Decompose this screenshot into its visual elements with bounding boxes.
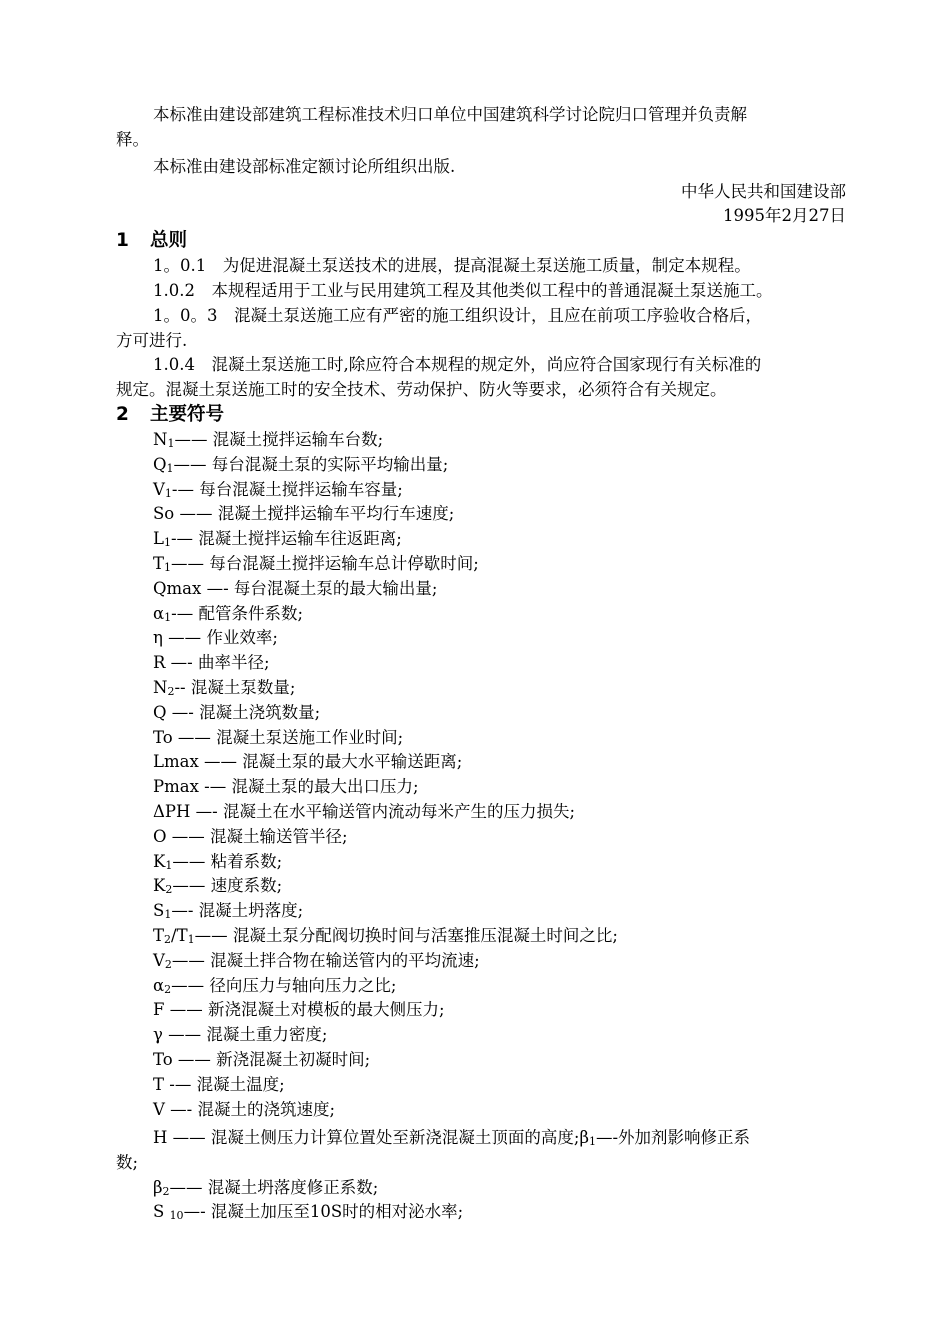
symbol-description: —- 混凝土坍落度; [171, 901, 304, 921]
symbol-name: β [153, 1178, 163, 1197]
symbol-name: K [153, 851, 166, 871]
symbol-name: ΔPH [153, 802, 196, 821]
symbol-h-line-1 [153, 1126, 846, 1150]
symbol-row [153, 874, 846, 898]
symbol-row [153, 527, 846, 551]
symbol-subscript: 1 [164, 610, 172, 624]
symbol-row [153, 651, 846, 675]
symbol-description: -- 混凝土泵数量; [174, 678, 296, 697]
symbol-row [153, 676, 846, 700]
symbol-row [153, 850, 846, 874]
symbol-name: O [153, 826, 172, 846]
symbol-description: /T [171, 926, 188, 945]
symbol-row [153, 502, 846, 526]
symbol-description: —— 新浇混凝土对模板的最大侧压力; [169, 1000, 445, 1020]
symbol-subscript: 2 [164, 957, 172, 971]
section-1-title: 总则 [150, 230, 188, 251]
symbol-name: Qmax [153, 578, 207, 598]
symbol-description: —— 混凝土泵的最大水平输送距离; [204, 752, 463, 772]
symbol-row [153, 552, 846, 576]
symbol-row [153, 775, 846, 799]
symbol-description: —— 作业效率; [168, 628, 278, 648]
symbol-row [153, 1073, 846, 1097]
symbol-row [153, 800, 846, 824]
symbol-name: To [153, 727, 178, 747]
symbol-name: Lmax [153, 752, 204, 772]
symbol-subscript: 2 [167, 685, 175, 698]
symbol-description: —— 混凝土拌合物在输送管内的平均流速; [171, 950, 480, 970]
section-1-number: 1 [116, 230, 129, 251]
symbol-name: Pmax [153, 777, 205, 797]
symbol-name: K [153, 876, 166, 896]
symbol-name: T [153, 1074, 170, 1094]
symbol-name: V [153, 1099, 171, 1119]
symbol-subscript-2: 1 [187, 933, 195, 946]
symbol-subscript: 2 [164, 982, 172, 996]
clause-1-0-1: 1。0.1 为促进混凝土泵送技术的进展，提高混凝土泵送施工质量，制定本规程。 [153, 256, 751, 275]
symbol-row [153, 899, 846, 923]
section-1-heading [116, 229, 846, 253]
symbol-subscript: 1 [164, 486, 172, 500]
symbol-row [153, 602, 846, 626]
intro-paragraph-2: 本标准由建设部标准定额讨论所组织出版. [153, 157, 456, 176]
intro-paragraph-1-line-1: 本标准由建设部建筑工程标准技术归口单位中国建筑科学讨论院归口管理并负责解 [153, 105, 747, 124]
symbol-description: —- 混凝土在水平输送管内流动每米产生的压力损失; [195, 802, 576, 821]
symbol-name: So [153, 504, 180, 524]
symbol-subscript: 1 [163, 536, 171, 550]
symbol-name: L [153, 529, 164, 549]
symbol-description: -— 混凝土搅拌运输车往返距离; [170, 529, 402, 549]
symbol-name: Q [153, 454, 167, 474]
symbol-description: -— 每台混凝土搅拌运输车容量; [171, 479, 403, 499]
symbol-h-tail: —-外加剂影响修正系 [595, 1128, 751, 1147]
symbol-row [153, 998, 846, 1022]
symbol-row [153, 949, 846, 973]
symbol-description: —- 混凝土的浇筑速度; [170, 1099, 336, 1119]
symbol-row [153, 626, 846, 650]
symbol-row [153, 1098, 846, 1122]
symbol-description: —- 曲率半径; [170, 653, 270, 673]
clause-1-0-4-line-1: 1.0.4 混凝土泵送施工时,除应符合本规程的规定外，尚应符合国家现行有关标准的 [153, 355, 762, 374]
symbol-name: α [153, 975, 165, 995]
symbol-description: -— 配管条件系数; [171, 603, 304, 623]
symbol-name: V [153, 950, 165, 970]
symbol-description: —— 每台混凝土搅拌运输车总计停歇时间; [171, 554, 479, 573]
symbol-row [153, 428, 846, 452]
symbol-name: S [153, 1202, 170, 1221]
signature-date: 1995年2月27日 [723, 206, 846, 225]
symbol-description: —— 新浇混凝土初凝时间; [177, 1050, 371, 1069]
symbol-row [153, 453, 846, 477]
symbol-description: —— 混凝土搅拌运输车平均行车速度; [179, 504, 455, 524]
symbol-description: —— 混凝土搅拌运输车台数; [174, 430, 384, 449]
symbol-name: F [153, 1000, 170, 1020]
symbol-name: S [153, 901, 165, 921]
symbol-h-text: H —— 混凝土侧压力计算位置处至新浇混凝土顶面的高度;β [153, 1128, 589, 1147]
symbol-row [153, 1048, 846, 1072]
intro-paragraph-1-line-2: 释。 [116, 130, 149, 149]
symbol-subscript: 2 [165, 883, 173, 897]
symbol-subscript: 1 [164, 908, 172, 922]
symbol-description: -— 混凝土泵的最大出口压力; [204, 777, 419, 797]
symbol-description: —— 混凝土重力密度; [168, 1025, 328, 1045]
symbol-name: V [153, 479, 165, 499]
symbol-description: -— 混凝土温度; [169, 1074, 285, 1094]
clause-1-0-3-line-2: 方可进行. [116, 331, 188, 350]
symbol-row [153, 478, 846, 502]
symbol-subscript: 1 [167, 437, 175, 450]
clause-1-0-4-line-2: 规定。混凝土泵送施工时的安全技术、劳动保护、防火等要求，必须符合有关规定。 [116, 380, 727, 399]
symbol-description: —— 混凝土泵送施工作业时间; [177, 727, 404, 747]
symbol-description: —— 粘着系数; [172, 851, 283, 871]
symbol-subscript: 1 [164, 561, 172, 574]
symbol-name: α [153, 603, 165, 623]
symbol-row [153, 1023, 846, 1047]
symbol-s10 [153, 1200, 846, 1224]
symbol-subscript: 1 [166, 461, 174, 475]
section-2-title: 主要符号 [150, 404, 225, 425]
symbol-description: —- 混凝土浇筑数量; [171, 702, 321, 722]
symbol-name: T [153, 926, 165, 945]
symbol-name: T [153, 554, 165, 573]
symbol-name: Q [153, 702, 172, 722]
symbol-row [153, 974, 846, 998]
symbol-description-2: —— 混凝土泵分配阀切换时间与活塞推压混凝土时间之比; [194, 926, 618, 945]
symbol-name: γ [153, 1025, 169, 1045]
symbol-description: —— 混凝土输送管半径; [171, 826, 348, 846]
section-2-heading [116, 403, 846, 427]
symbol-name: R [153, 653, 171, 673]
symbol-row [153, 750, 846, 774]
symbol-row [153, 726, 846, 750]
symbol-subscript: 2 [164, 933, 172, 946]
symbol-name: N [153, 430, 168, 449]
symbol-description: —- 每台混凝土泵的最大输出量; [206, 578, 438, 598]
symbol-beta2 [153, 1176, 846, 1200]
symbol-h-line-2: 数; [116, 1153, 139, 1172]
signature-org: 中华人民共和国建设部 [681, 182, 846, 201]
symbol-description: —— 速度系数; [172, 876, 283, 896]
section-2-number: 2 [116, 404, 129, 425]
symbol-subscript: 10 [169, 1209, 184, 1222]
symbol-description: —- 混凝土加压至10S时的相对泌水率; [183, 1202, 464, 1221]
symbol-h-beta-subscript: 1 [588, 1135, 596, 1148]
symbol-row [153, 924, 846, 948]
symbol-name: N [153, 678, 168, 697]
symbol-row [153, 701, 846, 725]
symbol-description: —— 混凝土坍落度修正系数; [169, 1178, 379, 1197]
symbol-row [153, 825, 846, 849]
symbol-name: To [153, 1050, 178, 1069]
clause-1-0-2: 1.0.2 本规程适用于工业与民用建筑工程及其他类似工程中的普通混凝土泵送施工。 [153, 281, 773, 300]
symbol-description: —— 径向压力与轴向压力之比; [171, 975, 397, 995]
symbol-subscript: 1 [165, 858, 173, 872]
symbol-description: —— 每台混凝土泵的实际平均输出量; [173, 454, 449, 474]
symbol-subscript: 2 [162, 1185, 170, 1198]
symbol-row [153, 577, 846, 601]
symbol-name: η [153, 628, 169, 648]
clause-1-0-3-line-1: 1。0。3 混凝土泵送施工应有严密的施工组织设计，且应在前项工序验收合格后， [153, 306, 762, 325]
